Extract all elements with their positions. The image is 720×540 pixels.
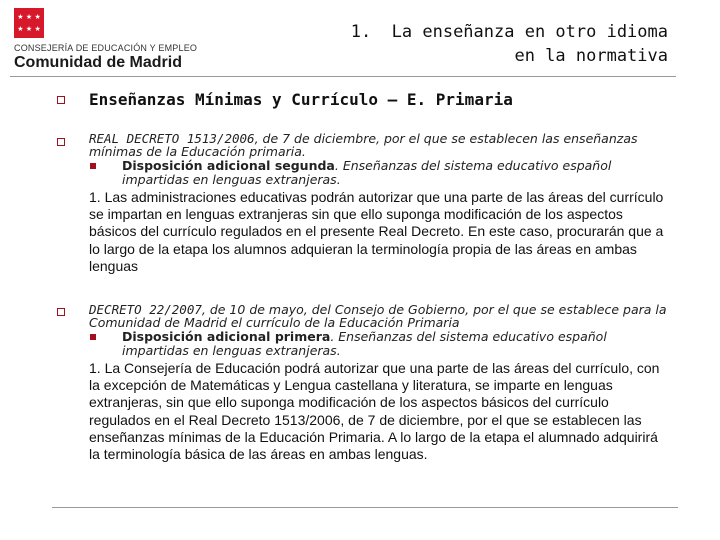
footer-divider [52,507,678,508]
square-bullet-icon [57,138,65,146]
decree-item [89,132,669,275]
provision-title: Disposición adicional segunda [122,158,335,173]
provision-paragraph: 1. Las administraciones educativas podrán autorizar que una parte de las áreas del currículo se impartan en lenguas extranjeras sin que ello suponga modificación de los aspectos básicos del currículo regulados en el presente Real Decreto. En este caso, procurarán que a lo largo de la etapa los alumnos adquieran la terminología propia de las áreas en ambas lenguas [89,189,664,274]
header-divider [10,76,676,77]
decree-citation [89,303,669,329]
filled-square-bullet-icon [90,163,96,169]
provision-description: . Enseñanzas del sistema educativo español impartidas en lenguas extranjeras. [122,329,607,358]
provision-line [89,159,669,187]
provision-description: . Enseñanzas del sistema educativo español impartidas en lenguas extranjeras. [122,158,612,187]
slide-title [351,20,668,68]
square-bullet-icon [57,96,65,104]
star-icon: ★ [34,24,41,33]
title-line-2: en la normativa [514,46,668,66]
filled-square-bullet-icon [90,334,96,340]
square-bullet-icon [57,308,65,316]
madrid-flag-icon [14,8,44,38]
decree-citation [89,132,669,158]
decree-code: REAL DECRETO 1513/2006 [89,131,255,146]
star-icon: ★ [17,12,24,21]
star-icon: ★ [34,12,41,21]
logo-subtitle: CONSEJERÍA DE EDUCACIÓN Y EMPLEO [14,43,198,53]
star-icon: ★ [17,24,24,33]
decree-code: DECRETO 22/2007 [89,302,202,317]
star-icon: ★ [25,12,33,21]
star-icon: ★ [25,24,33,33]
section-heading: Enseñanzas Mínimas y Currículo – E. Primaria [89,90,513,109]
decree-description: , de 10 de mayo, del Consejo de Gobierno, por el que se establece para la Comunidad de Madrid el currículo de la Educación Primaria [89,302,667,330]
provision-line [89,330,669,358]
provision-paragraph: 1. La Consejería de Educación podrá autorizar que una parte de las áreas del currículo, con la excepción de Matemáticas y Lengua castellana y literatura, se imparte en lenguas extranjeras, sin que ello suponga modificación de los aspectos básicos del currículo regulados en el Real Decreto 1513/2006, de 7 de diciembre, por el que se establecen las enseñanzas mínimas de la Educación Primaria. A lo largo de la etapa el alumnado adquirirá la terminología básica de las áreas en ambas lenguas. [89,360,660,463]
comunidad-madrid-logo [14,8,224,71]
provision-title: Disposición adicional primera [122,329,331,344]
decree-item [89,303,669,463]
logo-name: Comunidad de Madrid [14,54,182,71]
title-line-1: 1. La enseñanza en otro idioma [350,22,668,42]
decree-description: , de 7 de diciembre, por el que se establecen las enseñanzas mínimas de la Educación primaria. [89,131,638,159]
